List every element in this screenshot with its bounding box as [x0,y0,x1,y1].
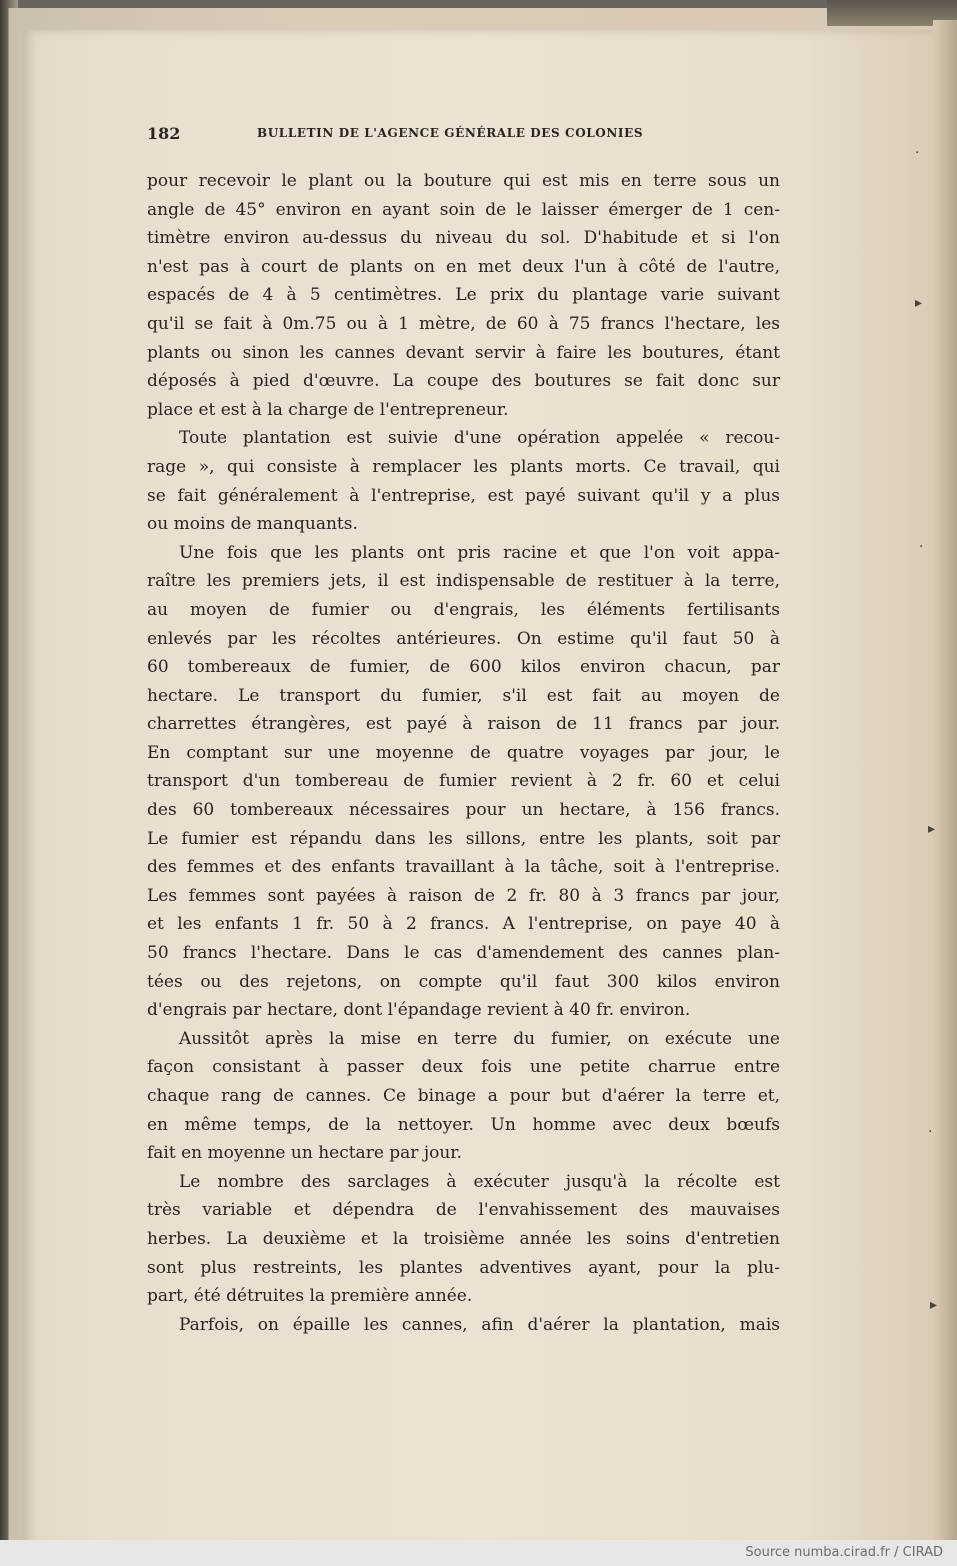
text-line: chaque rang de cannes. Ce binage a pour but d'aérer la terre et, [147,1086,780,1106]
text-line: des 60 tombereaux nécessaires pour un hectare, à 156 francs. [147,800,780,821]
text-line: qu'il se fait à 0m.75 ou à 1 mètre, de 60 à 75 francs l'hectare, les [147,313,780,334]
text-line: charrettes étrangères, est payé à raison de 11 francs par jour. [147,714,780,735]
text-line: Les femmes sont payées à raison de 2 fr. 80 à 3 francs par jour, [147,885,780,906]
text-line: Le nombre des sarclages à exécuter jusqu'à la récolte est [179,1171,780,1192]
text-line: fait en moyenne un hectare par jour. [147,1143,462,1164]
text-line: part, été détruites la première année. [147,1286,473,1307]
margin-arrow-mark: ▸ [915,295,923,311]
text-line: au moyen de fumier ou d'engrais, les éléments fertilisants [147,599,780,620]
text-line: place et est à la charge de l'entrepreneur. [147,399,509,420]
text-line: des femmes et des enfants travaillant à la tâche, soit à l'entreprise. [147,857,780,878]
text-line: hectare. Le transport du fumier, s'il est fait au moyen de [147,685,780,706]
text-line: façon consistant à passer deux fois une petite charrue entre [147,1057,780,1078]
text-line: ou moins de manquants. [147,514,358,535]
text-line: Toute plantation est suivie d'une opération appelée « recou- [179,428,780,449]
text-line: se fait généralement à l'entreprise, est payé suivant qu'il y a plus [147,485,780,506]
page-number: 182 [147,124,181,143]
text-line: rage », qui consiste à remplacer les plants morts. Ce travail, qui [147,456,780,477]
running-title: BULLETIN DE L'AGENCE GÉNÉRALE DES COLONIES [257,126,644,140]
page-header [147,124,780,144]
text-line: très variable et dépendra de l'envahissement des mauvaises [147,1200,780,1221]
text-line: en même temps, de la nettoyer. Un homme avec deux bœufs [147,1114,780,1135]
text-line: timètre environ au-dessus du niveau du sol. D'habitude et si l'on [147,228,780,249]
text-line: Parfois, on épaille les cannes, afin d'aérer la plantation, mais [179,1314,780,1335]
text-line: n'est pas à court de plants on en met deux l'un à côté de l'autre, [147,256,780,277]
body-text [147,167,780,1339]
margin-arrow-mark: ▸ [930,1297,938,1313]
text-line: Une fois que les plants ont pris racine et que l'on voit appa- [179,542,780,563]
text-line: Aussitôt après la mise en terre du fumier, on exécute une [179,1028,780,1049]
text-line: Le fumier est répandu dans les sillons, entre les plants, soit par [147,828,780,849]
text-line: En comptant sur une moyenne de quatre voyages par jour, le [147,742,780,763]
text-line: raître les premiers jets, il est indispensable de restituer à la terre, [147,571,780,592]
margin-mark: · [919,539,924,555]
text-line: espacés de 4 à 5 centimètres. Le prix du plantage varie suivant [147,285,780,306]
margin-arrow-mark: ▸ [928,821,936,837]
text-line: et les enfants 1 fr. 50 à 2 francs. A l'entreprise, on paye 40 à [147,914,780,935]
text-line: 50 francs l'hectare. Dans le cas d'amendement des cannes plan- [147,943,780,964]
text-line: tées ou des rejetons, on compte qu'il faut 300 kilos environ [147,971,780,992]
margin-mark: · [928,1124,933,1140]
text-line: transport d'un tombereau de fumier revient à 2 fr. 60 et celui [147,771,780,792]
text-line: sont plus restreints, les plantes adventives ayant, pour la plu- [147,1257,780,1278]
source-credit: Source numba.cirad.fr / CIRAD [745,1545,943,1560]
text-line: plants ou sinon les cannes devant servir à faire les boutures, étant [147,342,780,363]
text-line: 60 tombereaux de fumier, de 600 kilos environ chacun, par [147,657,780,678]
text-line: déposés à pied d'œuvre. La coupe des boutures se fait donc sur [147,371,780,392]
text-line: angle de 45° environ en ayant soin de le laisser émerger de 1 cen- [147,199,780,220]
text-line: d'engrais par hectare, dont l'épandage revient à 40 fr. environ. [147,1000,691,1021]
text-line: pour recevoir le plant ou la bouture qui est mis en terre sous un [147,171,780,191]
text-line: enlevés par les récoltes antérieures. On estime qu'il faut 50 à [147,628,780,649]
margin-mark: · [915,145,920,161]
text-line: herbes. La deuxième et la troisième année les soins d'entretien [147,1228,780,1249]
